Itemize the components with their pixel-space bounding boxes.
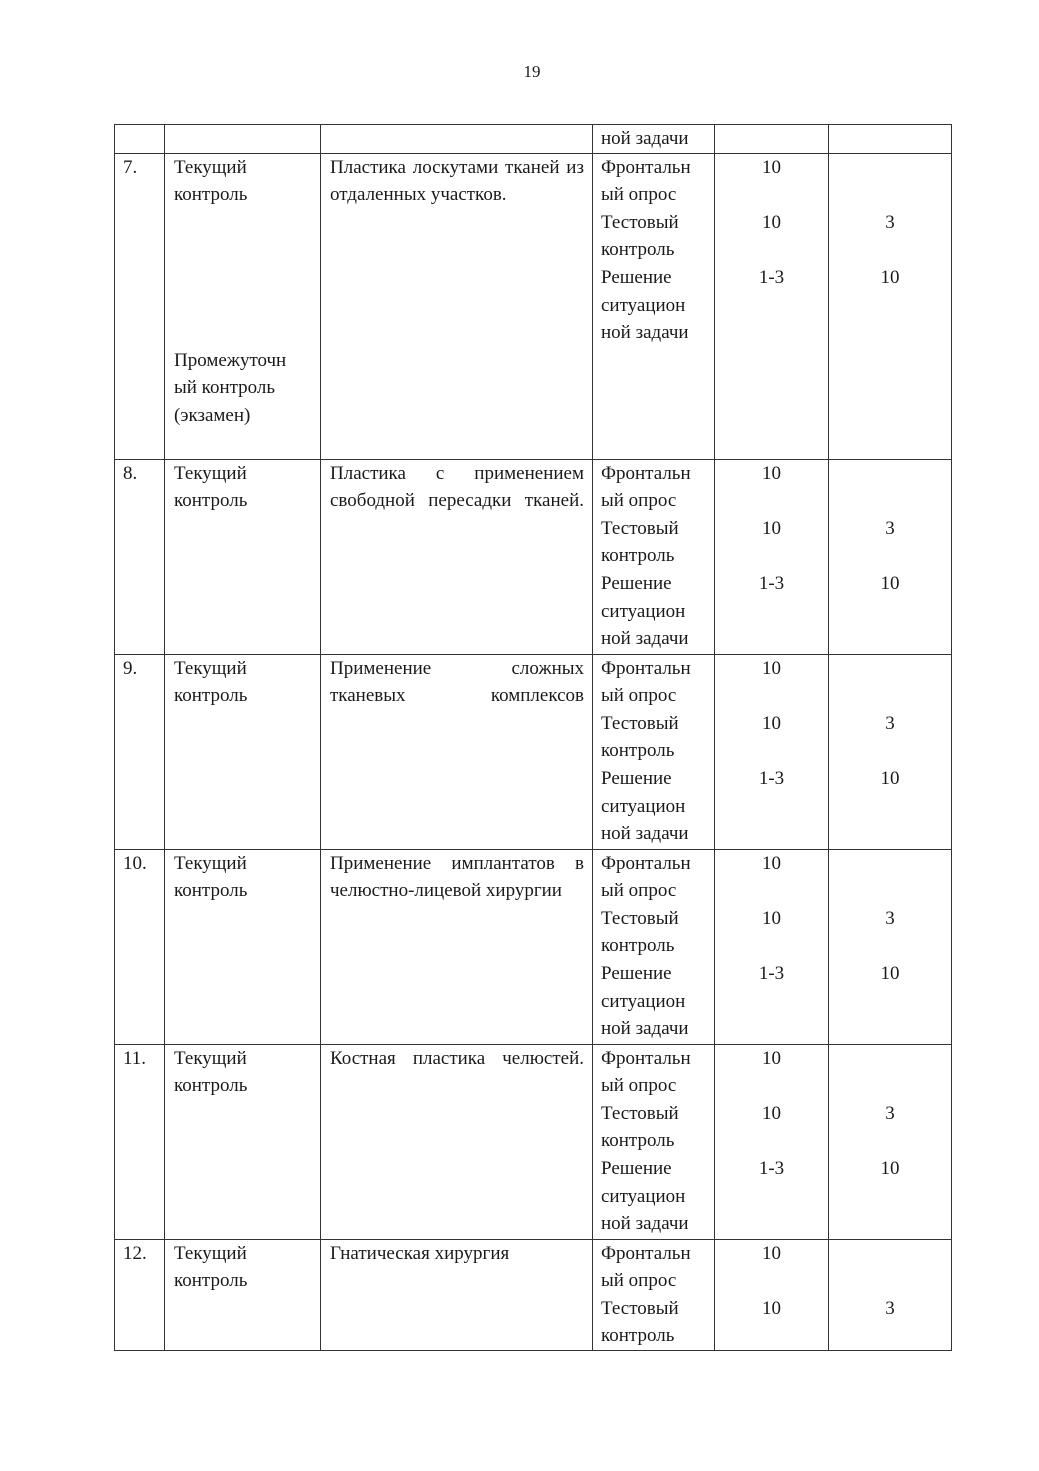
form-line: ной задачи [601,128,689,149]
control-type-line: контроль [174,184,248,206]
form-line: Решение [601,962,672,984]
variants-value: 10 [880,767,900,789]
cell-quantity [715,459,829,654]
variants-value [829,1072,951,1100]
cell-control [165,125,321,154]
cell-control [165,1044,321,1239]
cell-quantity [715,1239,829,1350]
cell-form [593,1044,715,1239]
form-line: ной задачи [601,823,689,845]
control-type-line: Текущий [174,1047,247,1069]
quantity-value: 10 [762,657,781,679]
quantity-value [715,877,828,905]
cell-number [115,153,165,459]
table-body [115,125,952,1351]
quantity-value [715,625,828,653]
variants-value [829,598,951,626]
cell-topic: Применение имплантатов в челюстно-лицевой хирургии [321,849,593,1044]
variants-value [829,1015,951,1043]
cell-variants [829,459,952,654]
form-line: Тестовый [601,517,679,539]
form-line: контроль [601,239,675,261]
form-line: ый опрос [601,1075,677,1097]
form-line: ситуацион [601,600,686,622]
control-type-line: контроль [174,1270,248,1292]
control-type-line: Текущий [174,657,247,679]
form-line: контроль [601,545,675,567]
cell-topic: Костная пластика челюстей. [321,1044,593,1239]
control-type-line: контроль [174,880,248,902]
quantity-value: 10 [762,462,781,484]
quantity-value [715,820,828,848]
variants-value [829,542,951,570]
quantity-value [715,598,828,626]
variants-value: 3 [885,517,895,539]
form-line: Тестовый [601,712,679,734]
quantity-value [715,319,828,347]
table-row [115,153,952,459]
variants-value [829,625,951,653]
form-line: Решение [601,266,672,288]
variants-value: 10 [880,266,900,288]
form-line: Фронтальн [601,156,691,178]
variants-value: 10 [880,572,900,594]
row-number: 8. [123,462,138,484]
form-line: ый опрос [601,685,677,707]
variants-value: 3 [885,907,895,929]
control-type-line: контроль [174,1075,248,1097]
quantity-value: 10 [762,1242,781,1264]
form-line: Тестовый [601,1297,679,1319]
cell-quantity [715,654,829,849]
form-line: ситуацион [601,990,686,1012]
intermediate-control-line: Промежуточн [174,349,287,371]
form-line: Решение [601,1157,672,1179]
control-type-line: контроль [174,490,248,512]
variants-value: 10 [880,1157,900,1179]
form-line: ый опрос [601,880,677,902]
quantity-value: 10 [762,712,781,734]
form-line: контроль [601,935,675,957]
quantity-value [715,1015,828,1043]
quantity-value: 1-3 [758,962,785,984]
cell-form [593,459,715,654]
cell-topic [321,125,593,154]
cell-form [593,1239,715,1350]
form-line: Решение [601,767,672,789]
variants-value [829,988,951,1016]
cell-control [165,654,321,849]
cell-form [593,849,715,1044]
quantity-value: 1-3 [758,572,785,594]
cell-control [165,459,321,654]
quantity-value [715,292,828,320]
form-line: ной задачи [601,322,689,344]
page-number: 19 [523,62,541,81]
form-line: ситуацион [601,294,686,316]
quantity-value [715,932,828,960]
quantity-value [715,487,828,515]
cell-number [115,459,165,654]
variants-value [829,682,951,710]
cell-topic: Пластика лоскутами тканей из отдаленных участков. [321,153,593,459]
form-line: Тестовый [601,211,679,233]
variants-value [829,292,951,320]
variants-value [829,1240,951,1268]
quantity-value: 10 [762,1297,781,1319]
variants-value [829,1183,951,1211]
variants-value [829,655,951,683]
row-number: 9. [123,657,138,679]
cell-number [115,849,165,1044]
quantity-value: 10 [762,517,781,539]
form-line: ый опрос [601,184,677,206]
cell-variants [829,125,952,154]
form-line: Фронтальн [601,1242,691,1264]
cell-quantity [715,1044,829,1239]
form-line: контроль [601,740,675,762]
cell-topic: Применение сложных тканевых комплексов [321,654,593,849]
cell-form [593,153,715,459]
control-type-line: контроль [174,685,248,707]
cell-quantity [715,125,829,154]
quantity-value [715,542,828,570]
form-line: ной задачи [601,1213,689,1235]
intermediate-control-line: (экзамен) [174,404,251,426]
row-number: 7. [123,156,138,178]
control-type-line: Текущий [174,156,247,178]
cell-variants [829,654,952,849]
variants-value [829,932,951,960]
control-type-line: Текущий [174,1242,247,1264]
table-row [115,459,952,654]
row-number: 11. [123,1047,147,1069]
quantity-value [715,1072,828,1100]
cell-number [115,1044,165,1239]
cell-variants [829,1044,952,1239]
quantity-value [715,181,828,209]
variants-value: 3 [885,1102,895,1124]
cell-quantity [715,849,829,1044]
quantity-value: 10 [762,907,781,929]
form-line: Фронтальн [601,657,691,679]
cell-form [593,125,715,154]
cell-control [165,153,321,459]
table-row [115,654,952,849]
quantity-value [715,737,828,765]
cell-variants [829,153,952,459]
variants-value [829,1267,951,1295]
quantity-value [715,1210,828,1238]
quantity-value: 10 [762,1102,781,1124]
variants-value [829,1045,951,1073]
form-line: ситуацион [601,1185,686,1207]
cell-control [165,1239,321,1350]
variants-value: 10 [880,962,900,984]
quantity-value [715,988,828,1016]
variants-value [829,877,951,905]
form-line: ый опрос [601,490,677,512]
quantity-value: 10 [762,852,781,874]
form-line: ый опрос [601,1270,677,1292]
control-type-line: Текущий [174,462,247,484]
form-line: контроль [601,1130,675,1152]
quantity-value: 1-3 [758,266,785,288]
control-type-line: Текущий [174,852,247,874]
variants-value [829,737,951,765]
variants-value: 3 [885,1297,895,1319]
quantity-value [715,236,828,264]
cell-number [115,654,165,849]
form-line: Фронтальн [601,462,691,484]
quantity-value: 1-3 [758,767,785,789]
variants-value [829,1322,951,1350]
quantity-value [715,1183,828,1211]
table-row [115,849,952,1044]
cell-number [115,1239,165,1350]
variants-value: 3 [885,211,895,233]
quantity-value [715,1322,828,1350]
variants-value [829,793,951,821]
quantity-value [715,1267,828,1295]
variants-value [829,487,951,515]
cell-topic: Пластика с применением свободной пересадки тканей. [321,459,593,654]
variants-value: 3 [885,712,895,734]
variants-value [829,319,951,347]
variants-value [829,1210,951,1238]
quantity-value [715,682,828,710]
variants-value [829,1127,951,1155]
quantity-value: 10 [762,156,781,178]
quantity-value: 1-3 [758,1157,785,1179]
form-line: ситуацион [601,795,686,817]
variants-value [829,181,951,209]
form-line: Решение [601,572,672,594]
control-spacer [174,209,312,347]
row-number: 12. [123,1242,147,1264]
quantity-value [715,793,828,821]
cell-quantity [715,153,829,459]
variants-value [829,850,951,878]
intermediate-control-line: ый контроль [174,377,276,399]
variants-value [829,820,951,848]
form-line: ной задачи [601,1018,689,1040]
table-row-continuation [115,125,952,154]
cell-variants [829,1239,952,1350]
cell-topic: Гнатическая хирургия [321,1239,593,1350]
cell-control [165,849,321,1044]
variants-value [829,154,951,182]
quantity-value [715,1127,828,1155]
quantity-value: 10 [762,211,781,233]
assessment-table [114,124,952,1351]
cell-form [593,654,715,849]
quantity-value: 10 [762,1047,781,1069]
form-line: Фронтальн [601,852,691,874]
cell-number [115,125,165,154]
variants-value [829,460,951,488]
form-line: Фронтальн [601,1047,691,1069]
form-line: Тестовый [601,907,679,929]
cell-variants [829,849,952,1044]
form-line: Тестовый [601,1102,679,1124]
form-line: контроль [601,1325,675,1347]
table-row [115,1044,952,1239]
form-line: ной задачи [601,628,689,650]
table-row [115,1239,952,1350]
row-number: 10. [123,852,147,874]
variants-value [829,236,951,264]
